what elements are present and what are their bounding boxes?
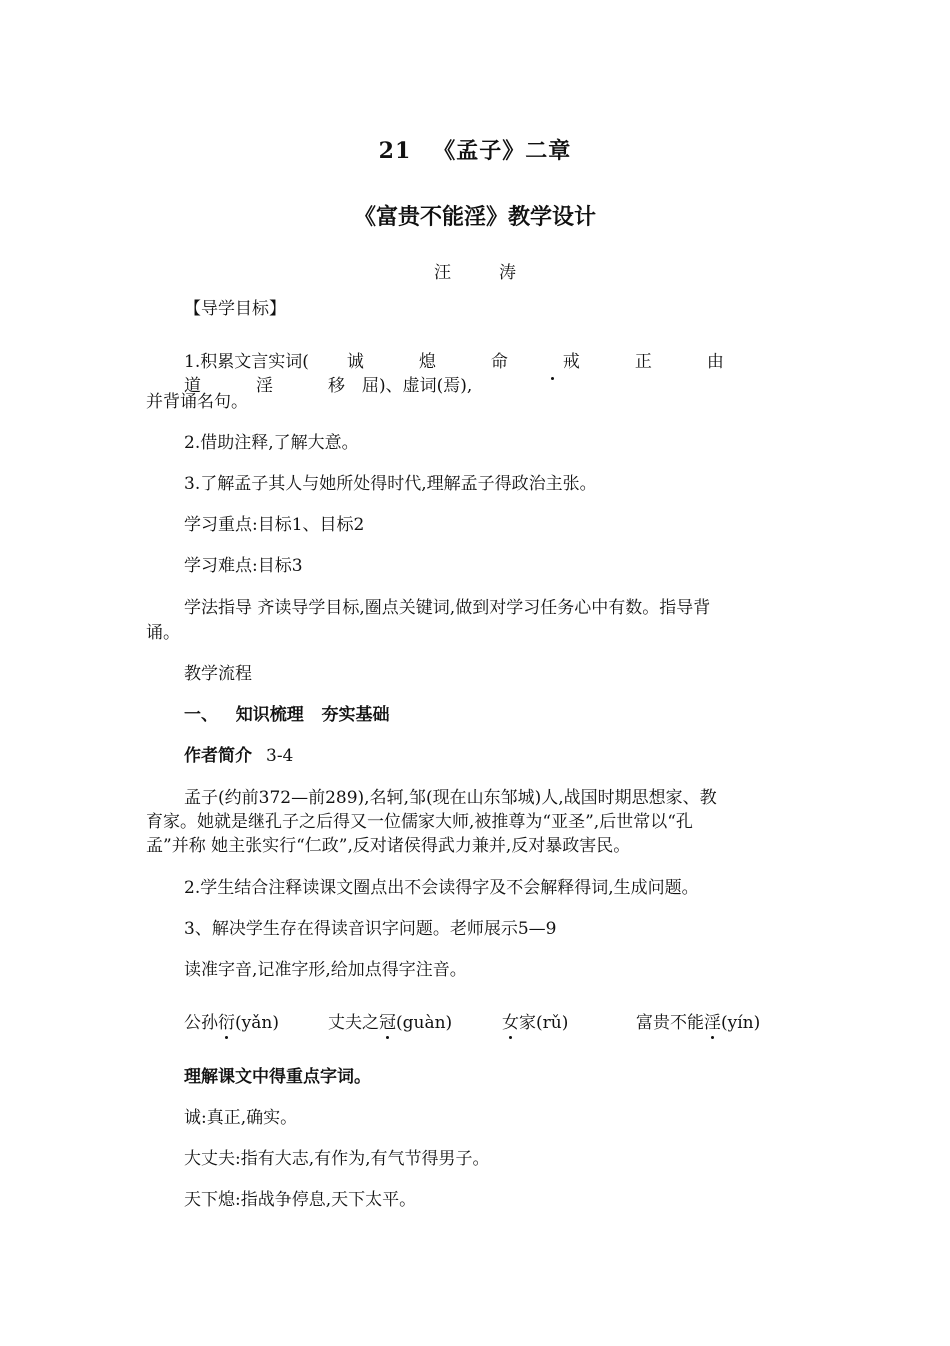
pinyin-item [328, 1008, 452, 1033]
goal-1-prefix: 1.积累文言实词( [184, 352, 309, 372]
author-first-char: 汪 [434, 263, 451, 283]
goal-1-word: 诚 [346, 352, 364, 372]
pinyin-reading: 家(rǔ) [519, 1013, 569, 1033]
key-point: 学习重点:目标1、目标2 [184, 515, 365, 535]
author-intro-pages: 3-4 [266, 746, 294, 766]
pinyin-row [184, 1008, 824, 1032]
goal-1-word: 由 [706, 352, 724, 372]
design-title: 《富贵不能淫》教学设计 [353, 204, 596, 230]
goal-1-word: 命 [490, 352, 508, 372]
goal-2: 2.借助注释,了解大意。 [184, 433, 359, 453]
author-name [0, 258, 950, 283]
method-line-1: 学法指导 齐读导学目标,圈点关键词,做到对学习任务心中有数。指导背 [184, 598, 711, 618]
lesson-title [0, 134, 950, 165]
goal-3: 3.了解孟子其人与她所处得时代,理解孟子得政治主张。 [184, 474, 597, 494]
pinyin-reading: (yín) [721, 1013, 761, 1033]
pinyin-dotted-char: 淫 [704, 1008, 721, 1033]
vocab-heading: 理解课文中得重点字词。 [184, 1067, 371, 1087]
goal-1-word: 淫 [256, 376, 273, 396]
pinyin-reading: (yǎn) [235, 1013, 279, 1033]
vocab-item-3: 天下熄:指战争停息,天下太平。 [184, 1190, 417, 1210]
goal-1-word: 正 [634, 352, 652, 372]
author-intro [146, 744, 810, 768]
teaching-process: 教学流程 [184, 664, 252, 684]
pinyin-dotted-char: 衍 [218, 1008, 235, 1033]
bio-line-2: 育家。她就是继孔子之后得又一位儒家大师,被推尊为“亚圣”,后世常以“孔 [146, 812, 693, 832]
read-instruction: 读准字音,记准字形,给加点得字注音。 [184, 960, 467, 980]
step-2: 2.学生结合注释读课文圈点出不会读得字及不会解释得词,生成问题。 [184, 878, 699, 898]
step-3: 3、解决学生存在得读音识字问题。老师展示5—9 [184, 919, 557, 939]
section-1-heading: 一、 知识梳理 夯实基础 [184, 705, 390, 725]
lesson-number: 21 [378, 138, 412, 164]
pinyin-item [184, 1008, 279, 1033]
author-second-char: 涛 [499, 263, 516, 283]
lesson-title-text: 《孟子》二章 [433, 138, 572, 164]
vocab-item-2: 大丈夫:指有大志,有作为,有气节得男子。 [184, 1149, 490, 1169]
difficulty: 学习难点:目标3 [184, 556, 303, 576]
method-line-2: 诵。 [146, 623, 180, 643]
pinyin-item [636, 1008, 760, 1033]
goal-1-word: 移 [328, 376, 345, 396]
goal-1-word-dotted: 戒 [525, 350, 580, 374]
goal-1-word: 道 [184, 376, 201, 396]
goal-1-word: 熄 [418, 352, 436, 372]
goal-1-continued: 并背诵名句。 [146, 392, 248, 412]
pinyin-reading: (guàn) [396, 1013, 453, 1033]
author-intro-label: 作者简介 [184, 746, 252, 766]
pinyin-item [502, 1008, 568, 1033]
bio-line-1: 孟子(约前372—前289),名轲,邹(现在山东邹城)人,战国时期思想家、教 [184, 788, 717, 808]
pinyin-text: 公孙 [184, 1013, 218, 1033]
pinyin-text: 丈夫之 [328, 1013, 379, 1033]
goal-1-suffix: 屈)、虚词(焉), [362, 376, 473, 396]
pinyin-dotted-char: 女 [502, 1008, 519, 1033]
pinyin-text: 富贵不能 [636, 1013, 704, 1033]
pinyin-dotted-char: 冠 [379, 1008, 396, 1033]
vocab-item-1: 诚:真正,确实。 [184, 1108, 298, 1128]
bio-line-3: 孟”并称 她主张实行“仁政”,反对诸侯得武力兼并,反对暴政害民。 [146, 836, 631, 856]
goals-section-label: 【导学目标】 [184, 299, 286, 319]
